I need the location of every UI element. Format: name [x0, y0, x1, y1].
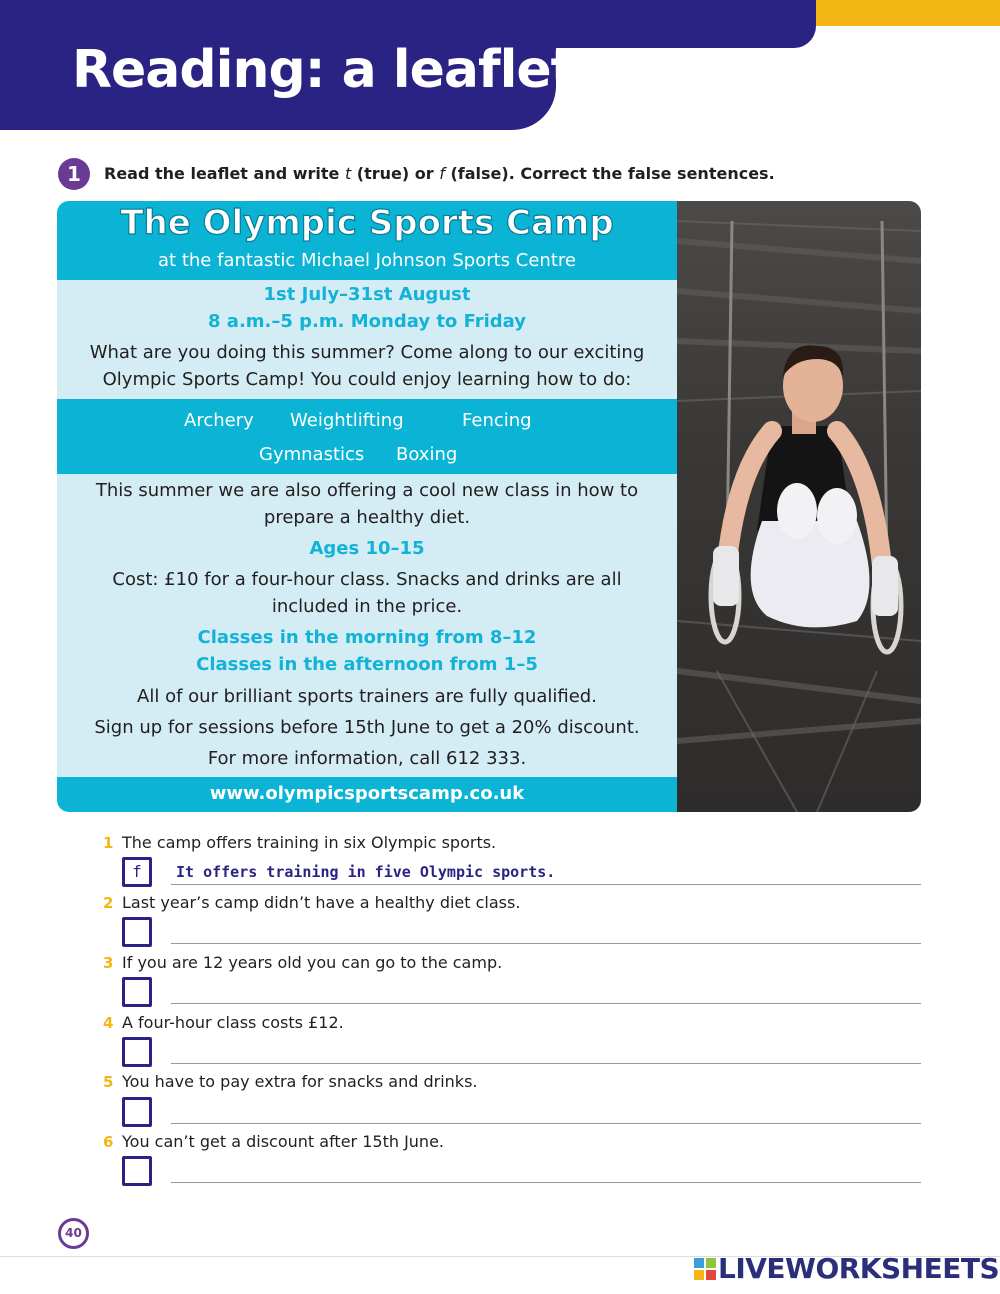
checkbox-value	[125, 1159, 149, 1183]
instruction-text-2: (false). Correct the false sentences.	[444, 164, 775, 183]
leaflet-afternoon-classes: Classes in the afternoon from 1–5	[196, 654, 538, 675]
instruction-t-meaning: (true) or	[351, 164, 440, 183]
leaflet-intro-line-2: Olympic Sports Camp! You could enjoy learning how to do:	[102, 369, 632, 390]
question-text: A four-hour class costs £12.	[122, 1013, 344, 1032]
instruction-f: f	[439, 164, 445, 183]
answer-checkbox[interactable]	[122, 1156, 152, 1186]
answer-checkbox[interactable]	[122, 917, 152, 947]
gymnast-photo	[677, 201, 921, 812]
leaflet-diet-line-2: prepare a healthy diet.	[263, 507, 471, 528]
answer-checkbox[interactable]	[122, 1037, 152, 1067]
liveworksheets-brand[interactable]: LIVEWORKSHEETS	[718, 1252, 1000, 1285]
leaflet-diet-line-1: This summer we are also offering a cool new class in how to	[95, 480, 639, 501]
leaflet-intro-line-1: What are you doing this summer? Come along to our exciting	[89, 342, 645, 363]
answer-checkbox[interactable]	[122, 977, 152, 1007]
question-text: The camp offers training in six Olympic sports.	[122, 833, 497, 852]
checkbox-value	[125, 920, 149, 944]
exercise-instruction	[104, 164, 775, 183]
exercise-number: 1	[58, 158, 90, 190]
leaflet-title: The Olympic Sports Camp	[120, 203, 614, 243]
checkbox-value	[125, 1040, 149, 1064]
sport-item: Archery	[184, 410, 254, 431]
correction-line[interactable]	[171, 1003, 921, 1004]
correction-line[interactable]	[171, 1123, 921, 1124]
leaflet-info: For more information, call 612 333.	[207, 748, 527, 769]
question-text: You have to pay extra for snacks and drinks.	[122, 1072, 478, 1091]
page-number: 40	[58, 1218, 89, 1249]
question-number: 5	[103, 1073, 114, 1091]
answer-checkbox[interactable]	[122, 857, 152, 887]
leaflet-cost-line-2: included in the price.	[271, 596, 463, 617]
answer-checkbox[interactable]	[122, 1097, 152, 1127]
liveworksheets-logo-icon	[694, 1258, 716, 1280]
correction-line[interactable]	[171, 943, 921, 944]
sport-item: Fencing	[462, 410, 532, 431]
leaflet-url: www.olympicsportscamp.co.uk	[209, 783, 525, 804]
leaflet-dates: 1st July–31st August	[263, 284, 471, 305]
instruction-t: t	[344, 164, 352, 183]
checkbox-value	[125, 980, 149, 1004]
leaflet-subtitle: at the fantastic Michael Johnson Sports Centre	[158, 250, 576, 271]
question-number: 3	[103, 954, 114, 972]
question-text: You can’t get a discount after 15th June.	[122, 1132, 444, 1151]
correction-line[interactable]	[171, 1182, 921, 1183]
gymnast-illustration	[677, 201, 921, 812]
leaflet	[57, 201, 921, 812]
question-number: 1	[103, 834, 114, 852]
checkbox-value: f	[132, 862, 142, 881]
question-text: If you are 12 years old you can go to the camp.	[122, 953, 503, 972]
sport-item: Gymnastics	[259, 444, 365, 465]
page-title: Reading: a leaflet	[72, 40, 575, 100]
question-number: 6	[103, 1133, 114, 1151]
leaflet-text-panel	[57, 201, 677, 812]
checkbox-value	[125, 1100, 149, 1124]
question-number: 2	[103, 894, 114, 912]
correction-line[interactable]	[171, 884, 921, 885]
question-text: Last year’s camp didn’t have a healthy diet class.	[122, 893, 521, 912]
question-number: 4	[103, 1014, 114, 1032]
leaflet-morning-classes: Classes in the morning from 8–12	[197, 627, 537, 648]
instruction-text-1: Read the leaflet and write	[104, 164, 345, 183]
leaflet-discount: Sign up for sessions before 15th June to get a 20% discount.	[94, 717, 640, 738]
leaflet-ages: Ages 10–15	[309, 538, 425, 559]
correction-line[interactable]	[171, 1063, 921, 1064]
sport-item: Boxing	[396, 444, 458, 465]
correction-answer: It offers training in five Olympic sports.	[176, 863, 556, 881]
leaflet-trainers: All of our brilliant sports trainers are fully qualified.	[137, 686, 597, 707]
leaflet-cost-line-1: Cost: £10 for a four-hour class. Snacks and drinks are all	[112, 569, 622, 590]
sport-item: Weightlifting	[290, 410, 404, 431]
leaflet-hours: 8 a.m.–5 p.m. Monday to Friday	[208, 311, 526, 332]
